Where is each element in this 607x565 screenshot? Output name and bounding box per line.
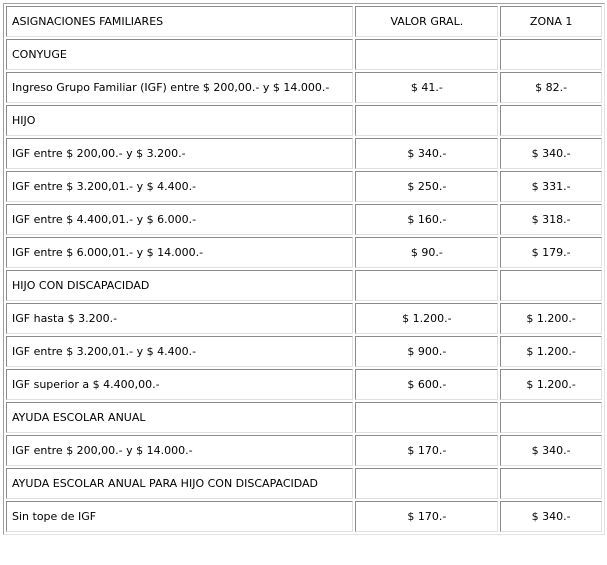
- row-general-value: [355, 468, 498, 499]
- row-concept: Ingreso Grupo Familiar (IGF) entre $ 200,00.- y $ 14.000.-: [6, 72, 353, 103]
- row-general-value: [355, 402, 498, 433]
- row-zone-1-value: $ 318.-: [500, 204, 602, 235]
- row-concept: Sin tope de IGF: [6, 501, 353, 532]
- row-zone-1-value: $ 1.200.-: [500, 303, 602, 334]
- row-zone-1-value: [500, 402, 602, 433]
- table-row: [6, 336, 602, 367]
- row-general-value: $ 900.-: [355, 336, 498, 367]
- row-concept: AYUDA ESCOLAR ANUAL PARA HIJO CON DISCAPACIDAD: [6, 468, 353, 499]
- row-general-value: $ 600.-: [355, 369, 498, 400]
- table-header-row: [6, 6, 602, 37]
- header-zone-1: ZONA 1: [500, 6, 602, 37]
- table-row: [6, 138, 602, 169]
- row-concept: IGF superior a $ 4.400,00.-: [6, 369, 353, 400]
- row-zone-1-value: $ 331.-: [500, 171, 602, 202]
- row-zone-1-value: $ 179.-: [500, 237, 602, 268]
- header-concept: ASIGNACIONES FAMILIARES: [6, 6, 353, 37]
- row-general-value: $ 41.-: [355, 72, 498, 103]
- row-concept: IGF entre $ 6.000,01.- y $ 14.000.-: [6, 237, 353, 268]
- row-zone-1-value: [500, 39, 602, 70]
- table-row: [6, 105, 602, 136]
- table-row: [6, 402, 602, 433]
- header-general-value: VALOR GRAL.: [355, 6, 498, 37]
- table-row: [6, 204, 602, 235]
- row-concept: HIJO CON DISCAPACIDAD: [6, 270, 353, 301]
- table-row: [6, 72, 602, 103]
- row-concept: IGF entre $ 3.200,01.- y $ 4.400.-: [6, 336, 353, 367]
- row-general-value: $ 340.-: [355, 138, 498, 169]
- row-general-value: [355, 105, 498, 136]
- table-row: [6, 303, 602, 334]
- row-concept: HIJO: [6, 105, 353, 136]
- row-concept: CONYUGE: [6, 39, 353, 70]
- row-zone-1-value: $ 82.-: [500, 72, 602, 103]
- allowances-table-frame: [3, 3, 605, 535]
- row-general-value: $ 160.-: [355, 204, 498, 235]
- table-row: [6, 501, 602, 532]
- table-row: [6, 270, 602, 301]
- table-row: [6, 171, 602, 202]
- row-zone-1-value: $ 1.200.-: [500, 336, 602, 367]
- row-concept: IGF entre $ 4.400,01.- y $ 6.000.-: [6, 204, 353, 235]
- row-concept: IGF entre $ 3.200,01.- y $ 4.400.-: [6, 171, 353, 202]
- row-concept: IGF entre $ 200,00.- y $ 14.000.-: [6, 435, 353, 466]
- row-general-value: $ 250.-: [355, 171, 498, 202]
- table-row: [6, 369, 602, 400]
- row-concept: AYUDA ESCOLAR ANUAL: [6, 402, 353, 433]
- row-general-value: $ 90.-: [355, 237, 498, 268]
- table-row: [6, 468, 602, 499]
- row-zone-1-value: $ 1.200.-: [500, 369, 602, 400]
- row-zone-1-value: $ 340.-: [500, 501, 602, 532]
- row-general-value: [355, 270, 498, 301]
- row-zone-1-value: $ 340.-: [500, 435, 602, 466]
- row-general-value: $ 170.-: [355, 435, 498, 466]
- row-concept: IGF hasta $ 3.200.-: [6, 303, 353, 334]
- row-zone-1-value: [500, 270, 602, 301]
- table-row: [6, 39, 602, 70]
- table-row: [6, 237, 602, 268]
- row-concept: IGF entre $ 200,00.- y $ 3.200.-: [6, 138, 353, 169]
- row-general-value: $ 1.200.-: [355, 303, 498, 334]
- allowances-table: [4, 4, 604, 534]
- table-row: [6, 435, 602, 466]
- row-zone-1-value: [500, 468, 602, 499]
- row-zone-1-value: $ 340.-: [500, 138, 602, 169]
- row-zone-1-value: [500, 105, 602, 136]
- row-general-value: $ 170.-: [355, 501, 498, 532]
- row-general-value: [355, 39, 498, 70]
